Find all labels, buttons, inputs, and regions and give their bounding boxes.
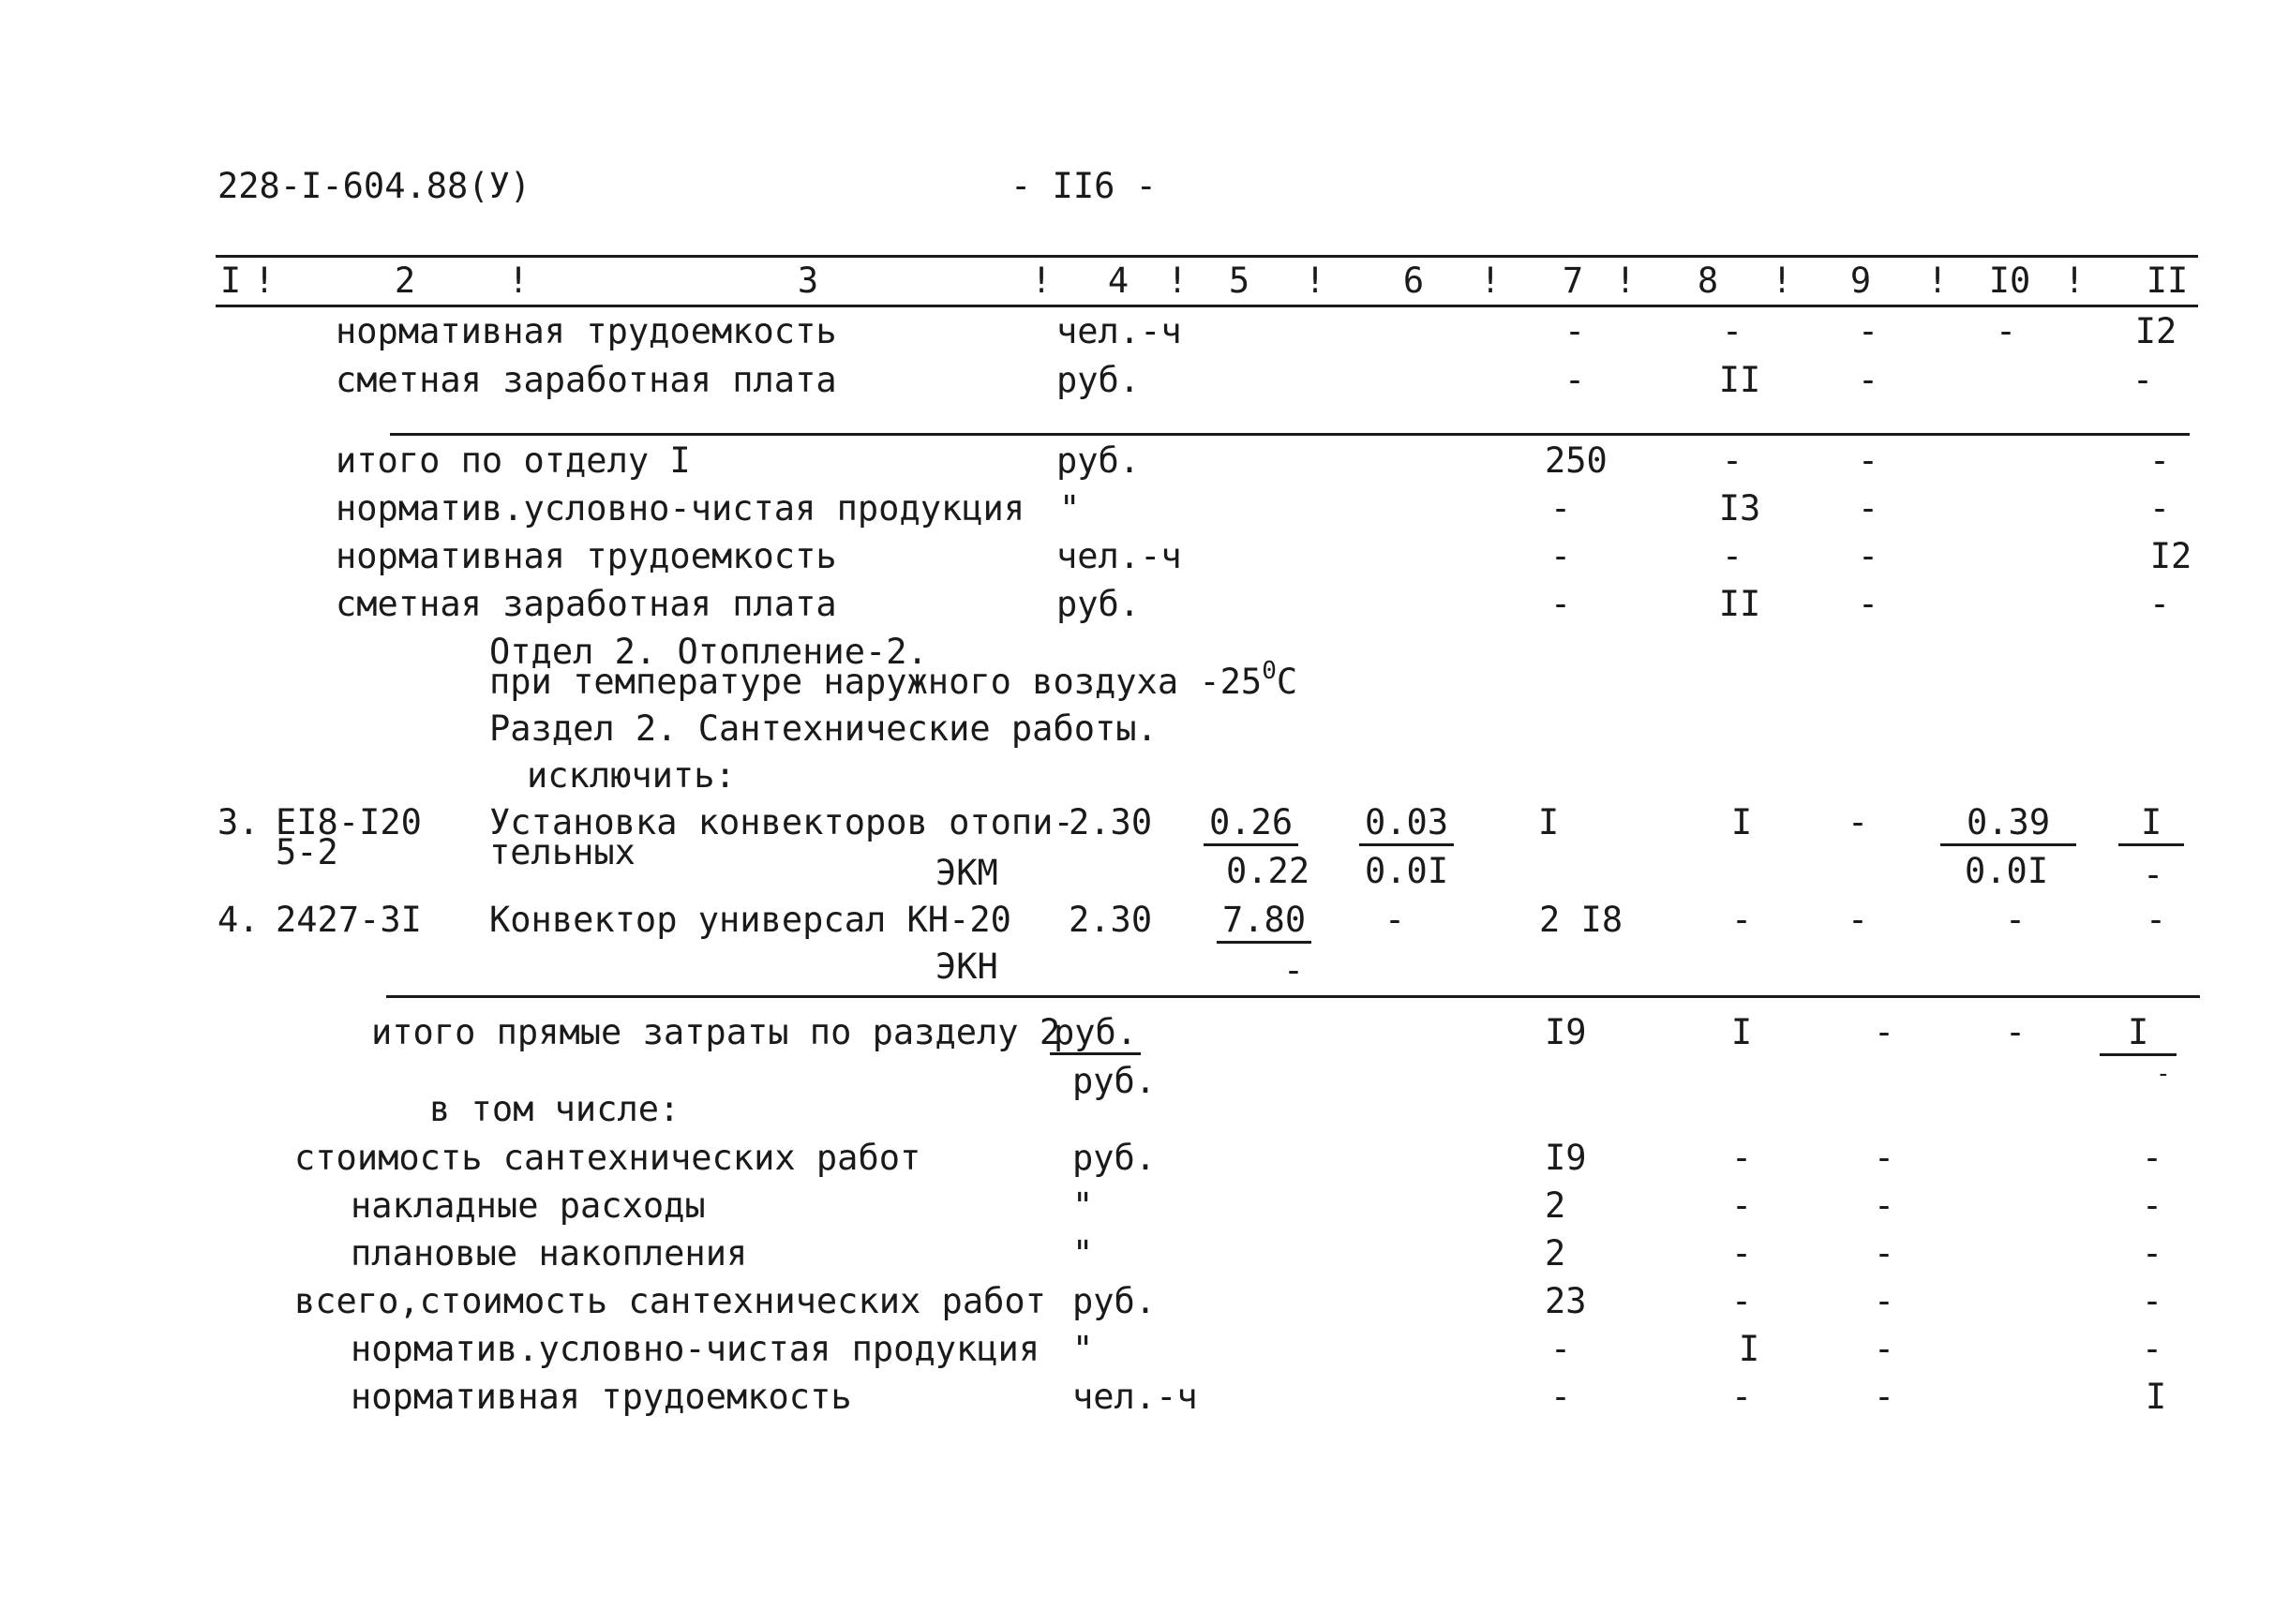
cell-col11: -: [2148, 584, 2171, 624]
item-description-cont: тельных: [489, 832, 636, 872]
cell-col9: -: [1873, 1233, 1895, 1274]
column-separator: !: [1166, 261, 1189, 301]
subsection-title: Раздел 2. Сантехнические работы.: [489, 708, 1158, 749]
cell-col7: -: [1549, 488, 1572, 529]
cell-col11-denominator: -: [2143, 855, 2164, 895]
section-title: Отдел 2. Отопление-2.: [489, 632, 928, 672]
cell-col8: -: [1730, 1138, 1753, 1178]
cell-col8: -: [1730, 1281, 1753, 1321]
col-header-4: 4: [1107, 261, 1130, 301]
cell-col10: -: [2004, 1012, 2027, 1052]
column-separator: !: [1030, 261, 1053, 301]
col-header-9: 9: [1849, 261, 1872, 301]
cell-col9: -: [1857, 488, 1879, 529]
item-description: Установка конвекторов отопи-: [489, 802, 1074, 842]
cell-col8: I: [1730, 802, 1753, 842]
item-quantity: 2.30: [1069, 900, 1153, 940]
cell-col8: II: [1718, 360, 1761, 400]
column-separator: !: [1926, 261, 1949, 301]
item-description: Конвектор универсал КН-20: [489, 900, 1011, 940]
cell-col8: -: [1730, 1233, 1753, 1274]
item-mark: ЭКН: [935, 946, 998, 987]
cell-col10: -: [1995, 311, 2017, 351]
cell-col9: -: [1857, 440, 1879, 481]
cell-col11: -: [2148, 488, 2171, 529]
cell-col8: I: [1730, 1012, 1753, 1052]
cell-col7: 250: [1545, 440, 1608, 481]
cell-col11: -: [2141, 1185, 2163, 1226]
page-number: - II6 -: [1010, 166, 1157, 206]
cell-col11: -: [2132, 360, 2154, 400]
row-unit: руб.: [1050, 1012, 1141, 1055]
breakdown-label: в том числе:: [429, 1089, 681, 1129]
row-label: нормативная трудоемкость: [351, 1377, 852, 1417]
section-total-rule: [386, 995, 2200, 998]
col-header-8: 8: [1697, 261, 1719, 301]
cell-col7: -: [1563, 360, 1586, 400]
row-unit: руб.: [1056, 584, 1141, 624]
cell-col7: -: [1549, 1377, 1572, 1417]
item-code: EI8-I20: [276, 802, 422, 842]
cell-col9: -: [1873, 1377, 1895, 1417]
cell-col9: -: [1873, 1012, 1895, 1052]
cell-col5-numerator: 0.26: [1204, 802, 1298, 846]
row-label: норматив.условно-чистая продукция: [336, 488, 1025, 529]
cell-col11: -: [2141, 1138, 2163, 1178]
cell-col5-numerator: 7.80: [1217, 900, 1311, 944]
row-unit-secondary: руб.: [1072, 1061, 1157, 1101]
cell-col7: 2: [1545, 1233, 1566, 1274]
row-unit: чел.-ч: [1072, 1377, 1198, 1417]
item-code-suffix: 5-2: [276, 832, 338, 872]
cell-col5-denominator: 0.22: [1226, 851, 1310, 891]
cell-col8: -: [1721, 311, 1743, 351]
cell-col7: I9: [1545, 1012, 1587, 1052]
row-label: итого по отделу I: [336, 440, 691, 481]
cell-col7: -: [1563, 311, 1586, 351]
cell-col9: -: [1873, 1185, 1895, 1226]
cell-col8: I: [1738, 1329, 1760, 1369]
cell-col7: -: [1549, 1329, 1572, 1369]
col-header-7: 7: [1562, 261, 1584, 301]
cell-col8: -: [1730, 1377, 1753, 1417]
cell-col9: -: [1873, 1138, 1895, 1178]
cell-col8: -: [1721, 536, 1743, 576]
item-mark: ЭКМ: [935, 853, 998, 893]
item-number: 3.: [217, 802, 260, 842]
cell-col11: I2: [2134, 311, 2177, 351]
col-header-11: II: [2146, 261, 2189, 301]
row-label: сметная заработная плата: [336, 584, 837, 624]
row-label: нормативная трудоемкость: [336, 311, 837, 351]
column-separator: !: [1479, 261, 1502, 301]
col-header-1: I: [219, 261, 242, 301]
column-separator: !: [507, 261, 530, 301]
document-code: 228-I-604.88(У): [217, 166, 531, 206]
cell-col11-numerator: I: [2118, 802, 2184, 846]
cell-col7: 2 I8: [1539, 900, 1623, 940]
cell-col7: I: [1537, 802, 1560, 842]
cell-col8: -: [1721, 440, 1743, 481]
cell-col9: -: [1873, 1329, 1895, 1369]
cell-col11: -: [2145, 900, 2167, 940]
cell-col10: -: [2004, 900, 2027, 940]
row-label: итого прямые затраты по разделу 2: [371, 1012, 1061, 1052]
table-top-rule: [216, 255, 2198, 258]
column-separator: !: [2063, 261, 2086, 301]
col-header-6: 6: [1402, 261, 1425, 301]
cell-col7: -: [1549, 584, 1572, 624]
column-separator: !: [1614, 261, 1637, 301]
item-number: 4.: [217, 900, 260, 940]
cell-col9: -: [1857, 360, 1879, 400]
column-separator: !: [1304, 261, 1326, 301]
cell-col10-numerator: 0.39: [1940, 802, 2076, 846]
cell-col8: -: [1730, 1185, 1753, 1226]
row-unit: ": [1072, 1329, 1094, 1369]
row-unit: чел.-ч: [1056, 311, 1182, 351]
cell-col11: I2: [2149, 536, 2192, 576]
column-separator: !: [253, 261, 276, 301]
row-unit: руб.: [1072, 1281, 1157, 1321]
col-header-2: 2: [394, 261, 416, 301]
col-header-3: 3: [797, 261, 819, 301]
cell-col9: -: [1857, 584, 1879, 624]
col-header-5: 5: [1228, 261, 1250, 301]
row-unit: чел.-ч: [1056, 536, 1182, 576]
cell-col9: -: [1847, 802, 1869, 842]
cell-col6-denominator: 0.0I: [1365, 851, 1449, 891]
column-separator: !: [1771, 261, 1793, 301]
cell-col8: II: [1718, 584, 1761, 624]
row-label: плановые накопления: [351, 1233, 748, 1274]
cell-col8: I3: [1718, 488, 1761, 529]
row-unit: руб.: [1072, 1138, 1157, 1178]
row-unit: ": [1072, 1185, 1094, 1226]
section-condition: при температуре наружного воздуха $-25^0С$: [489, 657, 1298, 702]
subtotal-rule: [390, 433, 2190, 436]
cell-col9: -: [1857, 536, 1879, 576]
cell-col8: -: [1730, 900, 1753, 940]
cell-col11: -: [2141, 1281, 2163, 1321]
row-unit: ": [1059, 488, 1081, 529]
item-quantity: 2.30: [1069, 802, 1153, 842]
cell-col11: -: [2141, 1233, 2163, 1274]
row-unit: руб.: [1056, 360, 1141, 400]
cell-col11: -: [2141, 1329, 2163, 1369]
cell-col11-denominator: -: [2156, 1060, 2171, 1088]
item-code: 2427-3I: [276, 900, 422, 940]
cell-col7: 23: [1545, 1281, 1587, 1321]
cell-col11: I: [2145, 1377, 2167, 1417]
cell-col7: -: [1549, 536, 1572, 576]
row-label: стоимость сантехнических работ: [294, 1138, 921, 1178]
cell-col11-numerator: I: [2100, 1012, 2177, 1056]
row-label: норматив.условно-чистая продукция: [351, 1329, 1040, 1369]
row-label: накладные расходы: [351, 1185, 706, 1226]
cell-col7: 2: [1545, 1185, 1566, 1226]
row-unit: руб.: [1056, 440, 1141, 481]
cell-col11: -: [2148, 440, 2171, 481]
cell-col5-denominator: -: [1282, 950, 1305, 991]
row-label: нормативная трудоемкость: [336, 536, 837, 576]
row-label: всего,стоимость сантехнических работ: [294, 1281, 1046, 1321]
cell-col7: I9: [1545, 1138, 1587, 1178]
header-bottom-rule: [216, 305, 2198, 307]
col-header-10: I0: [1988, 261, 2031, 301]
cell-col9: -: [1857, 311, 1879, 351]
cell-col10-denominator: 0.0I: [1965, 851, 2049, 891]
cell-col9: -: [1873, 1281, 1895, 1321]
cell-col6: -: [1384, 900, 1406, 940]
row-unit: ": [1072, 1233, 1094, 1274]
exclude-label: исключить:: [527, 755, 736, 796]
cell-col6-numerator: 0.03: [1359, 802, 1454, 846]
cell-col9: -: [1847, 900, 1869, 940]
row-label: сметная заработная плата: [336, 360, 837, 400]
